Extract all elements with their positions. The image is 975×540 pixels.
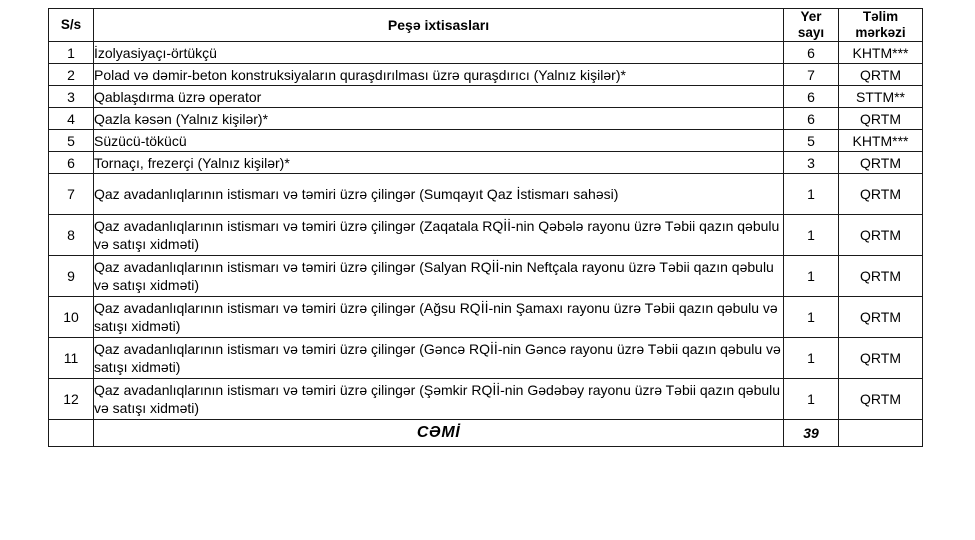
table-footer bbox=[49, 420, 923, 447]
profession-cell: Qaz avadanlıqlarının istismarı və təmiri üzrə çilingər (Şəmkir RQİİ-nin Gədəbəy rayonu üzrə Təbii qazın qəbulu və satışı xidməti) bbox=[94, 379, 784, 420]
profession-cell: İzolyasiyaçı-örtükçü bbox=[94, 42, 784, 64]
seats-cell: 6 bbox=[784, 42, 839, 64]
profession-cell: Tornaçı, frezerçi (Yalnız kişilər)* bbox=[94, 152, 784, 174]
table-row bbox=[49, 42, 923, 64]
training-center-cell: QRTM bbox=[839, 64, 923, 86]
profession-cell: Qaz avadanlıqlarının istismarı və təmiri üzrə çilingər (Zaqatala RQİİ-nin Qəbələ rayonu üzrə Təbii qazın qəbulu və satışı xidməti) bbox=[94, 215, 784, 256]
row-number-cell: 5 bbox=[49, 130, 94, 152]
profession-cell: Süzücü-tökücü bbox=[94, 130, 784, 152]
training-center-cell: KHTM*** bbox=[839, 130, 923, 152]
row-number-cell: 8 bbox=[49, 215, 94, 256]
profession-cell: Qablaşdırma üzrə operator bbox=[94, 86, 784, 108]
column-header-seats bbox=[784, 9, 839, 42]
row-number-cell: 9 bbox=[49, 256, 94, 297]
row-number-cell: 6 bbox=[49, 152, 94, 174]
seats-cell: 6 bbox=[784, 108, 839, 130]
table-row bbox=[49, 174, 923, 215]
profession-cell: Qaz avadanlıqlarının istismarı və təmiri üzrə çilingər (Salyan RQİİ-nin Neftçala rayonu üzrə Təbii qazın qəbulu və satışı xidməti) bbox=[94, 256, 784, 297]
profession-cell: Polad və dəmir-beton konstruksiyaların quraşdırılması üzrə quraşdırıcı (Yalnız kişilər)* bbox=[94, 64, 784, 86]
column-header-seats-line2: sayı bbox=[797, 25, 825, 41]
training-center-cell: STTM** bbox=[839, 86, 923, 108]
table-row bbox=[49, 130, 923, 152]
row-number-cell: 2 bbox=[49, 64, 94, 86]
total-row-seats: 39 bbox=[784, 420, 839, 447]
seats-cell: 3 bbox=[784, 152, 839, 174]
column-header-center-line1: Təlim bbox=[862, 9, 899, 24]
row-number-cell: 7 bbox=[49, 174, 94, 215]
seats-cell: 1 bbox=[784, 256, 839, 297]
row-number-cell: 11 bbox=[49, 338, 94, 379]
seats-cell: 1 bbox=[784, 297, 839, 338]
seats-cell: 6 bbox=[784, 86, 839, 108]
row-number-cell: 4 bbox=[49, 108, 94, 130]
seats-cell: 1 bbox=[784, 174, 839, 215]
training-center-cell: KHTM*** bbox=[839, 42, 923, 64]
training-center-cell: QRTM bbox=[839, 174, 923, 215]
table-row bbox=[49, 108, 923, 130]
table-header-row bbox=[49, 9, 923, 42]
total-row-no bbox=[49, 420, 94, 447]
seats-cell: 7 bbox=[784, 64, 839, 86]
column-header-no: S/s bbox=[49, 9, 94, 42]
seats-cell: 1 bbox=[784, 338, 839, 379]
training-center-cell: QRTM bbox=[839, 297, 923, 338]
profession-cell: Qazla kəsən (Yalnız kişilər)* bbox=[94, 108, 784, 130]
table-row bbox=[49, 338, 923, 379]
table-header bbox=[49, 9, 923, 42]
seats-cell: 5 bbox=[784, 130, 839, 152]
column-header-seats-line1: Yer bbox=[800, 9, 822, 24]
training-center-cell: QRTM bbox=[839, 152, 923, 174]
table-row bbox=[49, 297, 923, 338]
training-center-cell: QRTM bbox=[839, 338, 923, 379]
seats-cell: 1 bbox=[784, 215, 839, 256]
row-number-cell: 3 bbox=[49, 86, 94, 108]
table-body bbox=[49, 42, 923, 420]
column-header-center-line2: mərkəzi bbox=[855, 25, 906, 41]
training-center-cell: QRTM bbox=[839, 108, 923, 130]
profession-cell: Qaz avadanlıqlarının istismarı və təmiri üzrə çilingər (Gəncə RQİİ-nin Gəncə rayonu üzrə Təbii qazın qəbulu və satışı xidməti) bbox=[94, 338, 784, 379]
table-row bbox=[49, 64, 923, 86]
table-row bbox=[49, 256, 923, 297]
total-row-label: CƏMİ bbox=[94, 420, 784, 447]
table-row bbox=[49, 215, 923, 256]
total-row-center bbox=[839, 420, 923, 447]
row-number-cell: 12 bbox=[49, 379, 94, 420]
table-row bbox=[49, 379, 923, 420]
column-header-center bbox=[839, 9, 923, 42]
profession-cell: Qaz avadanlıqlarının istismarı və təmiri üzrə çilingər (Ağsu RQİİ-nin Şamaxı rayonu üzrə Təbii qazın qəbulu və satışı xidməti) bbox=[94, 297, 784, 338]
training-center-cell: QRTM bbox=[839, 379, 923, 420]
total-row bbox=[49, 420, 923, 447]
training-center-cell: QRTM bbox=[839, 256, 923, 297]
vacancy-table bbox=[48, 8, 923, 447]
row-number-cell: 10 bbox=[49, 297, 94, 338]
profession-cell: Qaz avadanlıqlarının istismarı və təmiri üzrə çilingər (Sumqayıt Qaz İstismarı sahəsi) bbox=[94, 174, 784, 215]
training-center-cell: QRTM bbox=[839, 215, 923, 256]
column-header-profession: Peşə ixtisasları bbox=[94, 9, 784, 42]
table-row bbox=[49, 152, 923, 174]
row-number-cell: 1 bbox=[49, 42, 94, 64]
table-row bbox=[49, 86, 923, 108]
seats-cell: 1 bbox=[784, 379, 839, 420]
